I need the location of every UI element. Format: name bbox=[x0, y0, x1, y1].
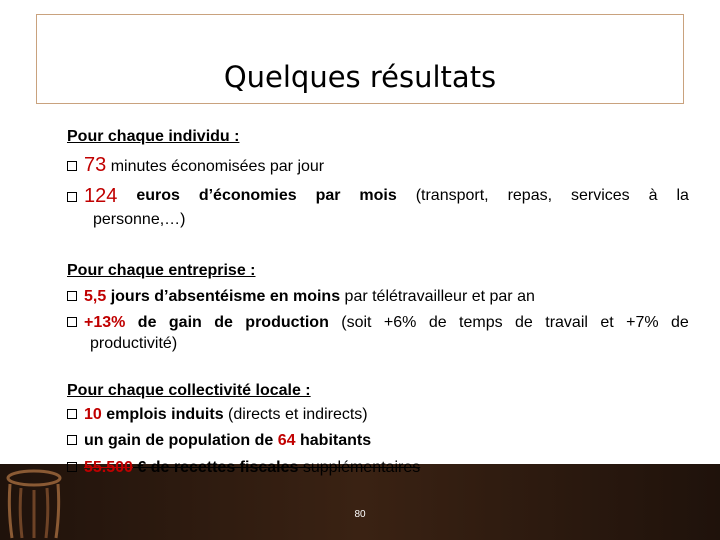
word: repas, bbox=[507, 187, 553, 204]
word: par bbox=[315, 187, 341, 204]
bullet-bold-text: un gain de population de bbox=[84, 432, 278, 449]
highlight-number: 124 bbox=[84, 185, 118, 207]
word: production bbox=[245, 314, 329, 331]
word: (soit bbox=[341, 314, 372, 331]
bullet-collectivite-population bbox=[67, 431, 371, 451]
section-heading-entreprise: Pour chaque entreprise : bbox=[67, 262, 256, 279]
word: de bbox=[214, 314, 233, 331]
bullet-entreprise-production bbox=[67, 313, 689, 333]
word: et bbox=[600, 314, 614, 331]
word: temps bbox=[459, 314, 503, 331]
word: (transport, bbox=[415, 187, 489, 204]
bullet-lead bbox=[67, 186, 117, 208]
section-heading-collectivite: Pour chaque collectivité locale : bbox=[67, 382, 311, 399]
page-number: 80 bbox=[354, 509, 366, 520]
word: travail bbox=[545, 314, 588, 331]
checkbox-bullet-icon bbox=[67, 317, 77, 327]
checkbox-bullet-icon bbox=[67, 192, 77, 202]
bullet-collectivite-emplois bbox=[67, 405, 368, 425]
checkbox-bullet-icon bbox=[67, 161, 77, 171]
word: gain bbox=[168, 314, 202, 331]
highlight-number: 73 bbox=[84, 154, 107, 176]
word: de bbox=[515, 314, 533, 331]
checkbox-bullet-icon bbox=[67, 435, 77, 445]
bullet-collectivite-recettes bbox=[67, 458, 697, 478]
checkbox-bullet-icon bbox=[67, 462, 77, 472]
bullet-bold-text: habitants bbox=[295, 432, 372, 449]
bullet-bold-text: jours d’absentéisme en moins bbox=[106, 288, 341, 305]
bullet-individu-euros bbox=[67, 186, 689, 208]
bullet-individu-euros-cont: personne,…) bbox=[93, 211, 186, 228]
highlight-number: +13% bbox=[84, 314, 126, 331]
word: de bbox=[671, 314, 689, 331]
word: +6% bbox=[383, 314, 417, 331]
word: mois bbox=[359, 187, 397, 204]
word: la bbox=[676, 187, 689, 204]
bullet-text: minutes économisées par jour bbox=[106, 158, 325, 175]
highlight-number: 64 bbox=[277, 432, 296, 449]
title-box bbox=[36, 14, 684, 104]
highlight-number: 55.500 bbox=[84, 459, 133, 476]
slide-title: Quelques résultats bbox=[223, 60, 497, 94]
highlight-number: 10 bbox=[84, 406, 102, 423]
word: de bbox=[137, 314, 157, 331]
bullet-bold-text: € de recettes fiscales bbox=[132, 459, 299, 476]
word: d’économies bbox=[198, 187, 297, 204]
bullet-entreprise-absenteisme bbox=[67, 287, 535, 307]
bullet-bold-text: emplois induits bbox=[101, 406, 224, 423]
word: services bbox=[570, 187, 630, 204]
word: euros bbox=[136, 187, 180, 204]
word: à bbox=[648, 187, 658, 204]
bullet-lead bbox=[67, 313, 125, 333]
word: +7% bbox=[626, 314, 659, 331]
highlight-number: 5,5 bbox=[84, 288, 107, 305]
bullet-text: supplémentaires bbox=[298, 459, 421, 476]
checkbox-bullet-icon bbox=[67, 291, 77, 301]
bullet-text: par télétravailleur et par an bbox=[340, 288, 535, 305]
word: de bbox=[428, 314, 447, 331]
logo-barrel-icon bbox=[4, 466, 64, 540]
checkbox-bullet-icon bbox=[67, 409, 77, 419]
bullet-individu-minutes bbox=[67, 155, 324, 177]
section-heading-individu: Pour chaque individu : bbox=[67, 128, 240, 145]
bullet-text: (directs et indirects) bbox=[223, 406, 368, 423]
bullet-entreprise-production-cont: productivité) bbox=[90, 335, 178, 352]
